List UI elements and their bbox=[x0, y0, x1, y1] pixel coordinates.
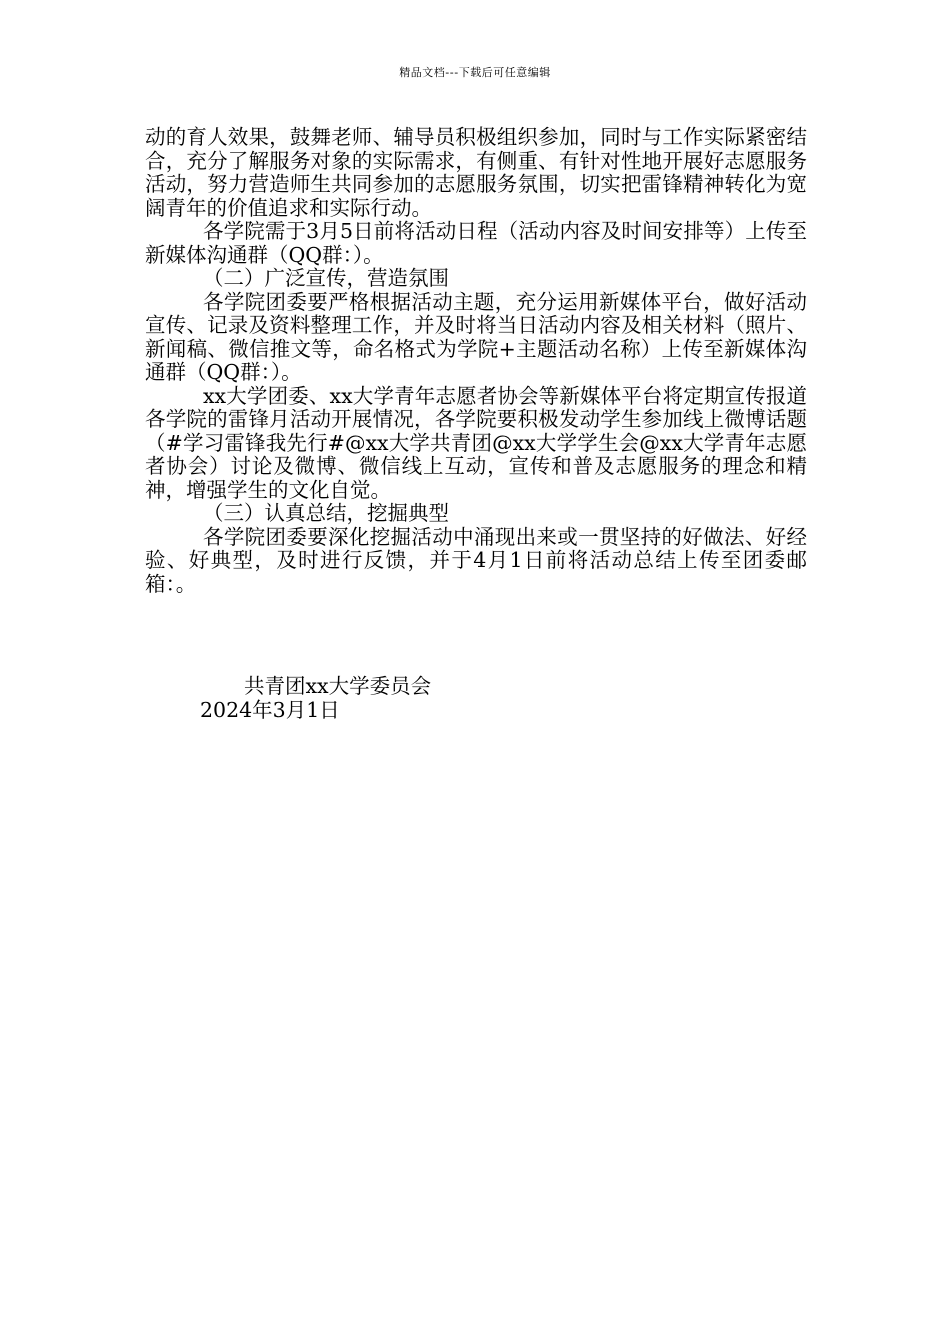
paragraph-continuation: 动的育人效果，鼓舞老师、辅导员积极组织参加，同时与工作实际紧密结合，充分了解服务对象的实际需求，有侧重、有针对性地开展好志愿服务活动，努力营造师生共同参加的志愿服务氛围，切实把雷锋精神转化为宽阔青年的价值追求和实际行动。 bbox=[145, 125, 807, 220]
paragraph-publicity-requirements: 各学院团委要严格根据活动主题，充分运用新媒体平台，做好活动宣传、记录及资料整理工作，并及时将当日活动内容及相关材料（照片、新闻稿、微信推文等，命名格式为学院+主题活动名称）上传至新媒体沟通群（QQ群：）。 bbox=[145, 289, 807, 384]
paragraph-schedule-upload: 各学院需于3月5日前将活动日程（活动内容及时间安排等）上传至新媒体沟通群（QQ群：）。 bbox=[145, 219, 807, 267]
section-heading-summary: （三）认真总结，挖掘典型 bbox=[203, 501, 449, 525]
page-header: 精品文档---下载后可任意编辑 bbox=[399, 66, 551, 79]
signature-date: 2024年3月1日 bbox=[200, 698, 340, 722]
paragraph-new-media-reporting: xx大学团委、xx大学青年志愿者协会等新媒体平台将定期宣传报道各学院的雷锋月活动开展情况，各学院要积极发动学生参加线上微博话题（#学习雷锋我先行#@xx大学共青团@xx大学学生会@xx大学青年志愿者协会）讨论及微博、微信线上互动，宣传和普及志愿服务的理念和精神，增强学生的文化自觉。 bbox=[145, 383, 807, 502]
paragraph-summary-requirements: 各学院团委要深化挖掘活动中涌现出来或一贯坚持的好做法、好经验、好典型，及时进行反馈，并于4月1日前将活动总结上传至团委邮箱：。 bbox=[145, 524, 807, 596]
section-heading-publicity: （二）广泛宣传，营造氛围 bbox=[203, 266, 449, 290]
document-body bbox=[145, 126, 807, 596]
signature-organization: 共青团xx大学委员会 bbox=[244, 674, 432, 698]
